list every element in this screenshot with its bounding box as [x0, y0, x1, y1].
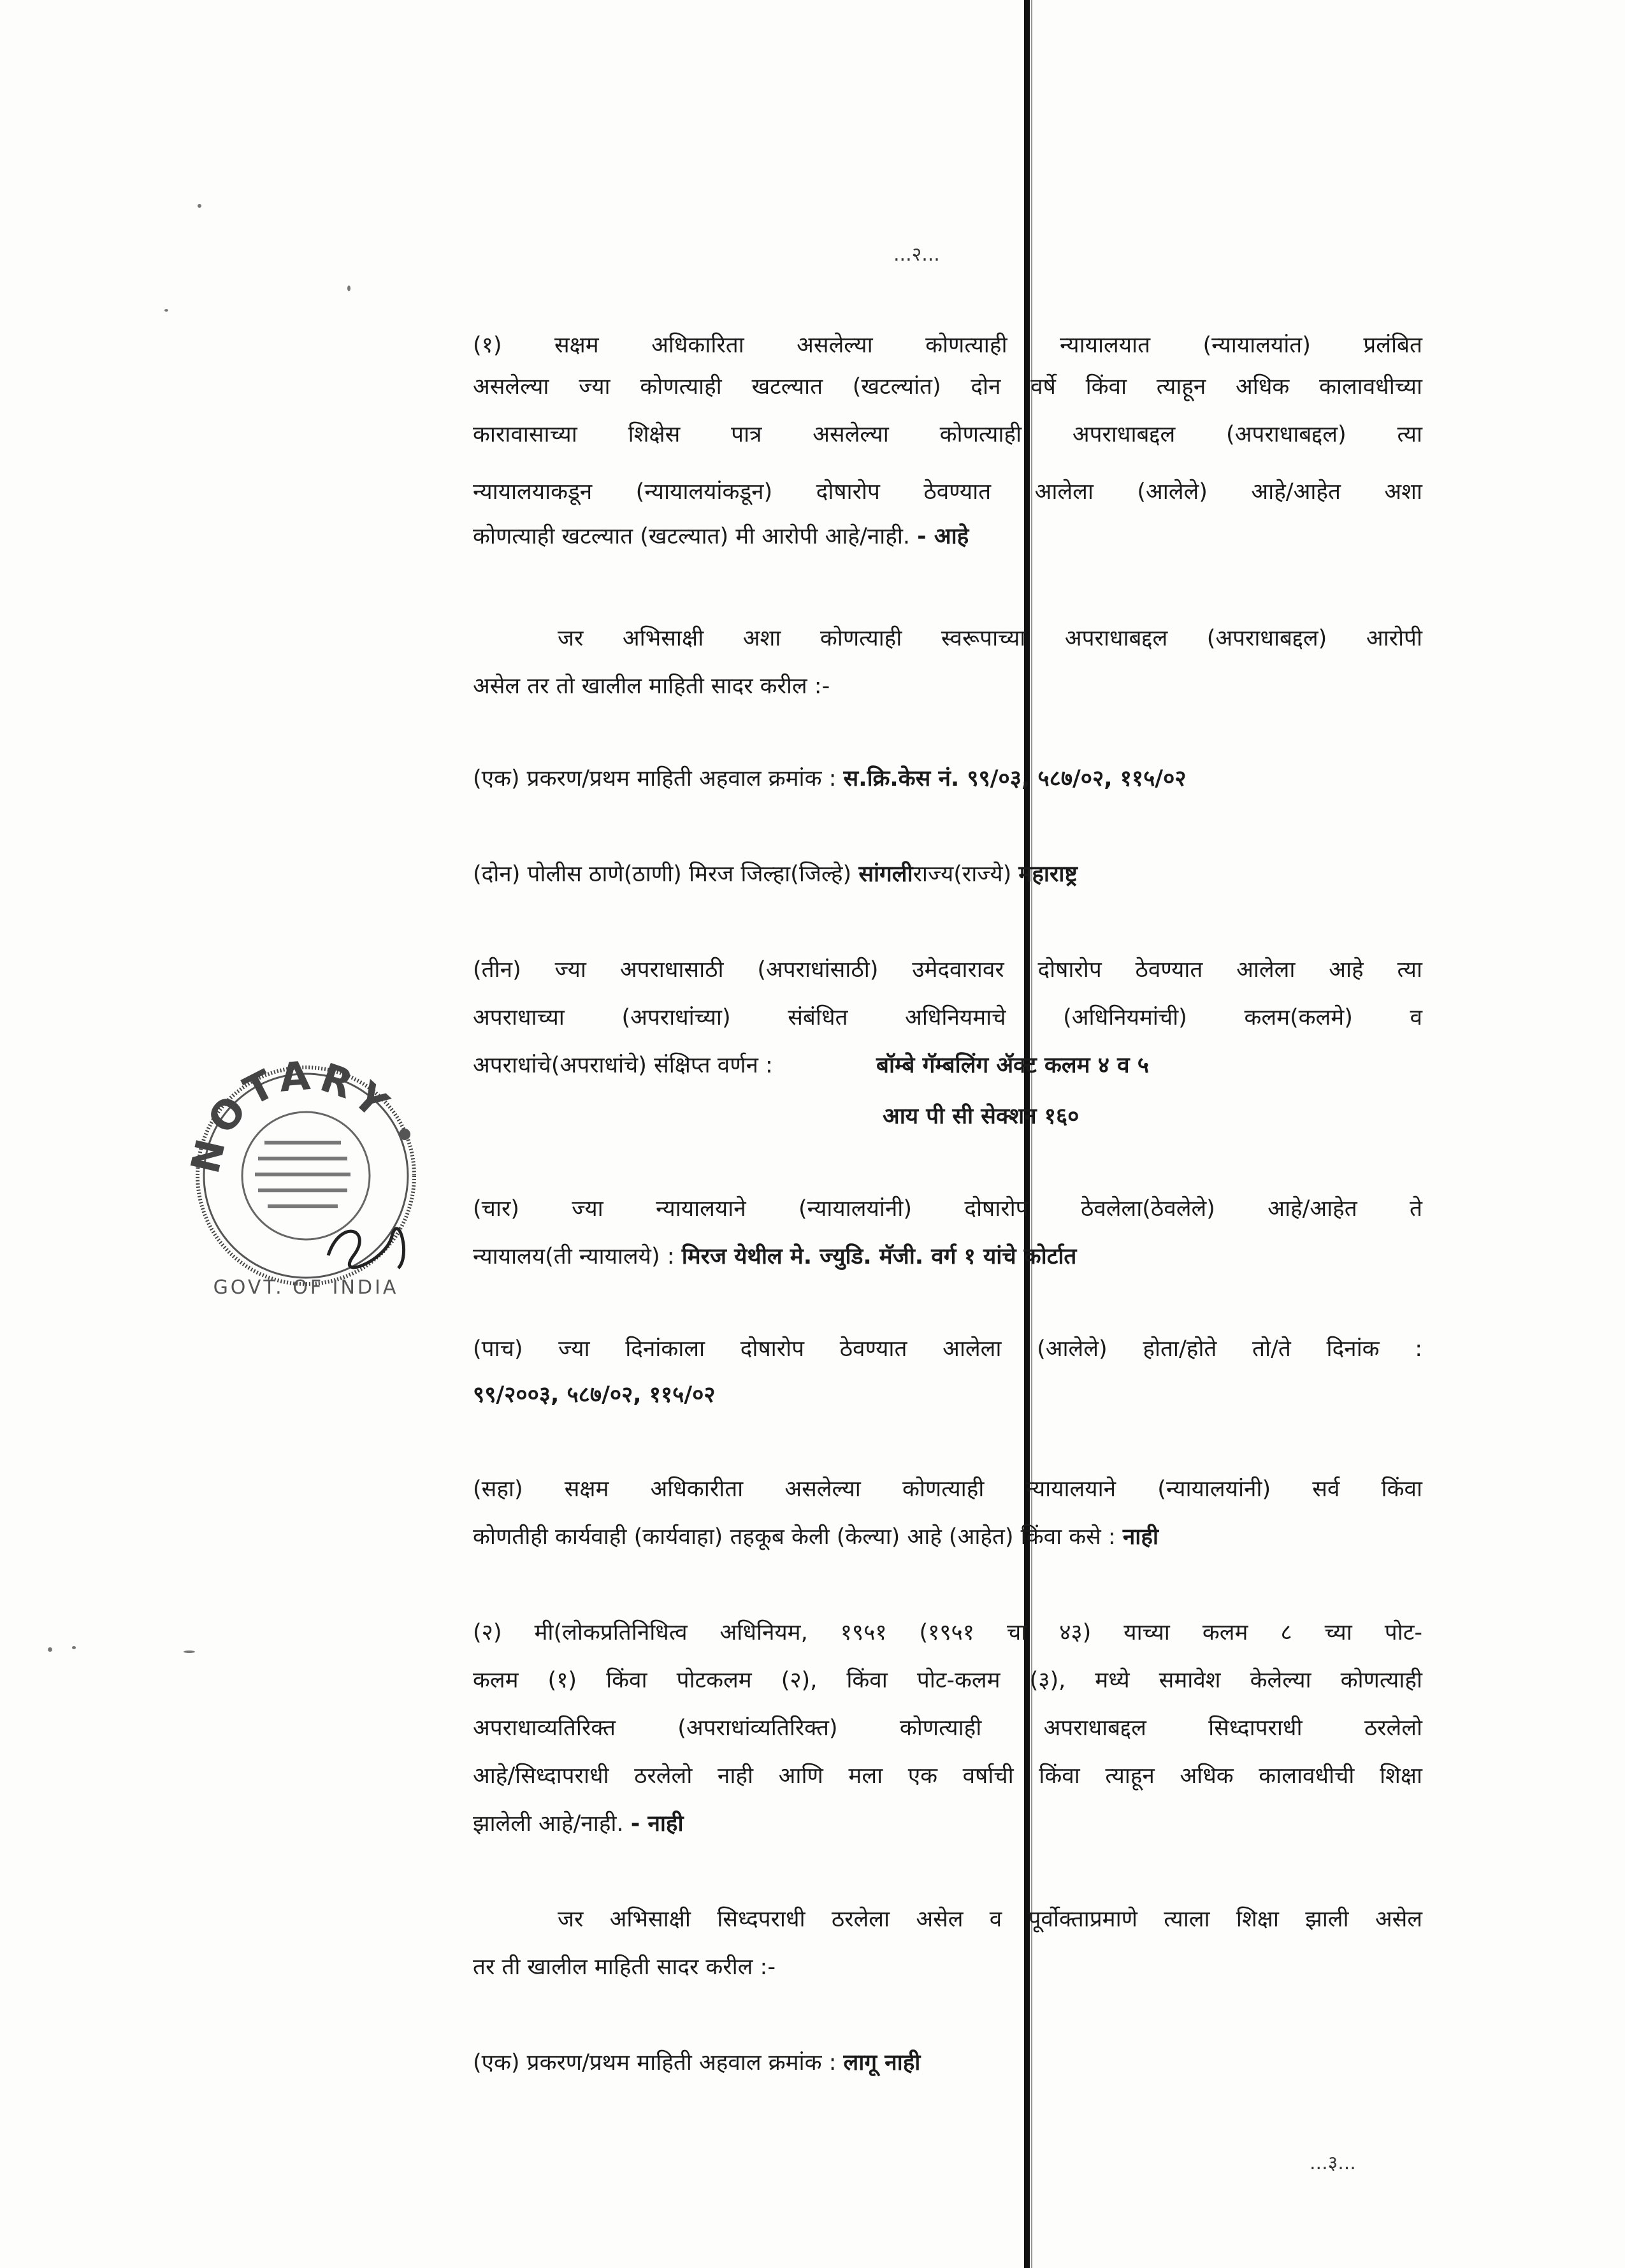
section-1-last-line: [473, 526, 969, 548]
item-ek-2-label: (एक) प्रकरण/प्रथम माहिती अहवाल क्रमांक :: [473, 2050, 837, 2076]
item-char-line-1: (चार) ज्या न्यायालयाने (न्यायालयांनी) दोषारोप ठेवलेला(ठेवलेले) आहे/आहेत ते: [473, 1196, 1422, 1222]
item-saha-value: नाही: [1122, 1524, 1159, 1550]
item-don-label: (दोन) पोलीस ठाणे(ठाणी): [473, 862, 682, 887]
item-saha-label: कोणतीही कार्यवाही (कार्यवाहा) तहकूब केली (केल्या) आहे (आहेत) किंवा कसे :: [473, 1524, 1116, 1550]
item-don-district-label: जिल्हा(जिल्हे): [740, 862, 852, 887]
section-2-line: (२) मी(लोकप्रतिनिधित्व अधिनियम, १९५१ (१९५१ चा ४३) याच्या कलम ८ च्या पोट-: [473, 1620, 1422, 1645]
item-saha-line-1: (सहा) सक्षम अधिकारीता असलेल्या कोणत्याही न्यायालयाने (न्यायालयांनी) सर्व किंवा: [473, 1477, 1422, 1502]
item-pach-value: ९९/२००३, ५८७/०२, ११५/०२: [473, 1382, 716, 1408]
scan-speck: [347, 285, 350, 291]
signature-scribble: [328, 1229, 404, 1268]
scan-speck: [72, 1646, 76, 1649]
item-teen-value-2: आय पी सी सेक्शन १६०: [883, 1104, 1080, 1129]
item-ek-label: (एक) प्रकरण/प्रथम माहिती अहवाल क्रमांक :: [473, 766, 837, 791]
item-pach-line-1: (पाच) ज्या दिनांकाला दोषारोप ठेवण्यात आलेला (आलेले) होता/होते तो/ते दिनांक :: [473, 1336, 1422, 1362]
intro-2-line-2: तर ती खालील माहिती सादर करील :-: [473, 1954, 776, 1980]
section-2-last-line: [473, 1813, 684, 1835]
page-number-bottom: ...३...: [1310, 2152, 1356, 2174]
section-2-line: कलम (१) किंवा पोटकलम (२), किंवा पोट-कलम (३), मध्ये समावेश केलेल्या कोणत्याही: [473, 1668, 1422, 1693]
item-ek-value: स.क्रि.केस नं. ९९/०३, ५८७/०२, ११५/०२: [843, 766, 1187, 791]
notary-stamp-text: NOTARY: [182, 1051, 402, 1178]
scan-speck: [164, 309, 168, 312]
item-teen-line-2: अपराधाच्या (अपराधांच्या) संबंधित अधिनियमाचे (अधिनियमांची) कलम(कलमे) व: [473, 1005, 1422, 1030]
page-number-top: ...२...: [893, 243, 940, 266]
item-char-value: मिरज येथील मे. ज्युडि. मॅजी. वर्ग १ यांचे कोर्टात: [681, 1244, 1077, 1269]
notary-stamp-subtext: GOVT. OF INDIA: [213, 1276, 399, 1299]
item-teen-line-1: (तीन) ज्या अपराधासाठी (अपराधांसाठी) उमेदवारावर दोषारोप ठेवण्यात आलेला आहे त्या: [473, 957, 1422, 983]
scan-speck: [198, 204, 201, 208]
intro-1-line-1: जर अभिसाक्षी अशा कोणत्याही स्वरूपाच्या अपराधाबद्दल (अपराधाबद्दल) आरोपी: [558, 626, 1422, 651]
item-ek-2-value: लागू नाही: [843, 2050, 921, 2076]
item-don-district: सांगली: [858, 862, 913, 887]
section-1-line: कारावासाच्या शिक्षेस पात्र असलेल्या कोणत्याही अपराधाबद्दल (अपराधाबद्दल) त्या: [473, 422, 1422, 447]
item-teen-label-3: अपराधांचे(अपराधांचे) संक्षिप्त वर्णन :: [473, 1053, 773, 1078]
section-1-line: न्यायालयाकडून (न्यायालयांकडून) दोषारोप ठेवण्यात आलेला (आलेले) आहे/आहेत अशा: [473, 479, 1422, 505]
item-don-police-station: मिरज: [688, 862, 734, 887]
item-don: [473, 863, 1078, 886]
section-1-line: (१) सक्षम अधिकारिता असलेल्या कोणत्याही न्यायालयात (न्यायालयांत) प्रलंबित: [473, 333, 1422, 358]
item-don-state-label: राज्य(राज्ये): [913, 862, 1012, 887]
item-ek: [473, 768, 1186, 790]
intro-2-line-1: जर अभिसाक्षी सिध्दपराधी ठरलेला असेल व पूर्वोक्ताप्रमाणे त्याला शिक्षा झाली असेल: [558, 1907, 1422, 1932]
section-2-line: आहे/सिध्दापराधी ठरलेलो नाही आणि मला एक वर्षाची किंवा त्याहून अधिक कालावधीची शिक्षा: [473, 1763, 1422, 1789]
item-teen-value-1: बॉम्बे गॅम्बलिंग ॲक्ट कलम ४ व ५: [876, 1053, 1149, 1078]
section-1-answer: - आहे: [917, 524, 969, 549]
section-2-line: अपराधाव्यतिरिक्त (अपराधांव्यतिरिक्त) कोणत्याही अपराधाबद्दल सिध्दापराधी ठरलेलो: [473, 1715, 1422, 1741]
section-1-last-text: कोणत्याही खटल्यात (खटल्यात) मी आरोपी आहे/नाही.: [473, 524, 911, 549]
scan-speck: [48, 1647, 52, 1652]
section-2-answer: - नाही: [630, 1811, 684, 1837]
item-char-label: न्यायालय(ती न्यायालये) :: [473, 1244, 675, 1269]
item-don-state: महाराष्ट्र: [1018, 862, 1078, 887]
section-2-last-text: झालेली आहे/नाही.: [473, 1811, 624, 1837]
notary-stamp: [182, 1045, 430, 1338]
scan-speck: [184, 1650, 195, 1653]
intro-1-line-2: असेल तर तो खालील माहिती सादर करील :-: [473, 674, 830, 699]
section-1-line: असलेल्या ज्या कोणत्याही खटल्यात (खटल्यांत) दोन वर्षे किंवा त्याहून अधिक कालावधीच्या: [473, 374, 1422, 400]
item-char-line-2: [473, 1246, 1076, 1268]
item-ek-2: [473, 2052, 920, 2074]
item-saha-line-2: [473, 1526, 1159, 1549]
